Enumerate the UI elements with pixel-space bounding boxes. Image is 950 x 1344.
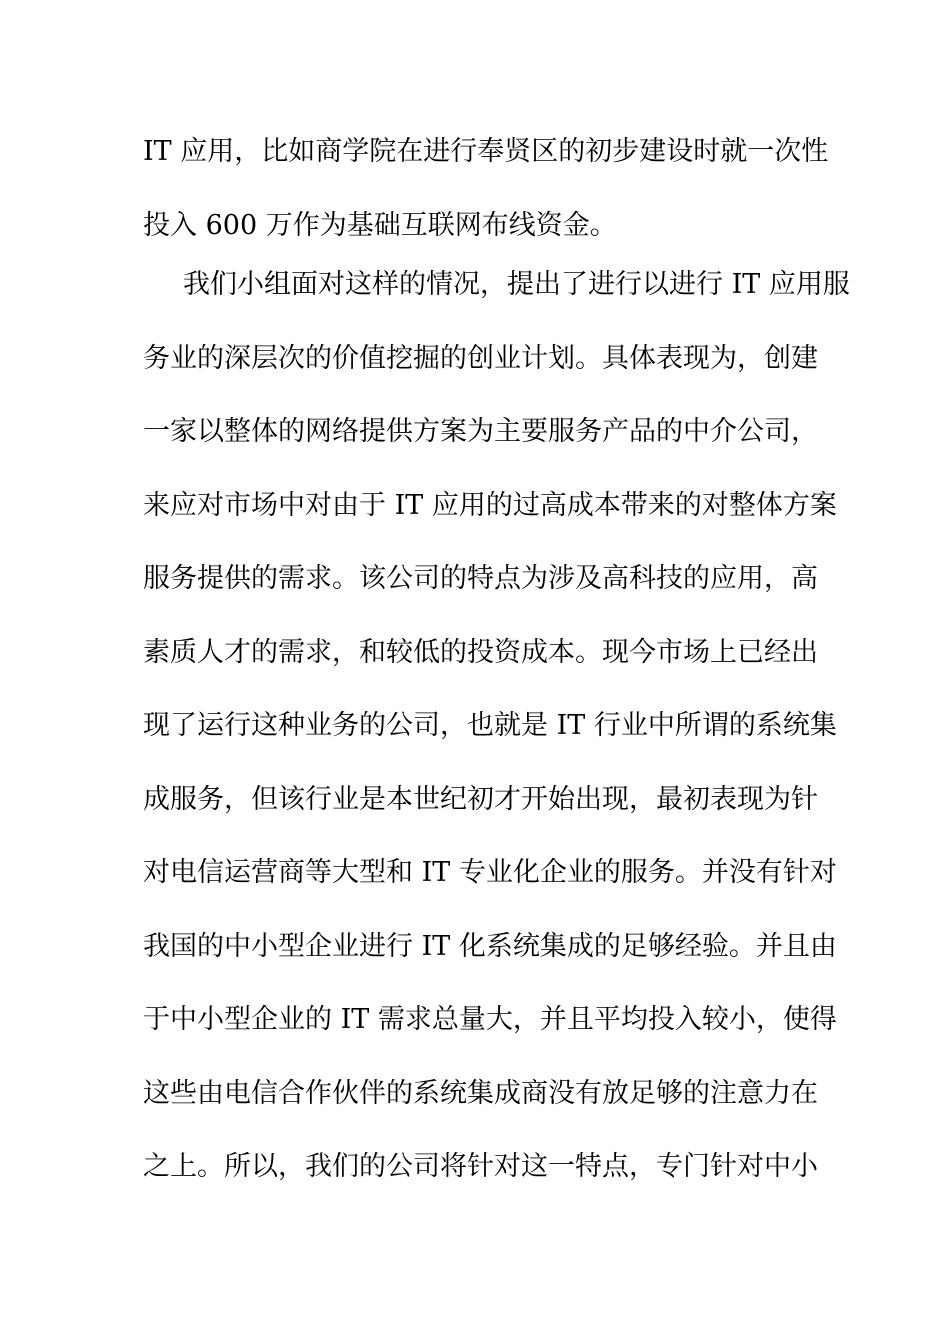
paragraph-first-line: 我们小组面对这样的情况，提出了进行以进行 IT 应用服 [183,269,850,300]
text-line: 成服务，但该行业是本世纪初才开始出现，最初表现为针 [143,783,818,815]
text-line: 对电信运营商等大型和 IT 专业化企业的服务。并没有针对 [143,857,837,888]
text-line: 投入 600 万作为基础互联网布线资金。 [143,209,617,241]
text-line: 这些由电信合作伙伴的系统集成商没有放足够的注意力在 [143,1077,818,1109]
text-line: 来应对市场中对由于 IT 应用的过高成本带来的对整体方案 [143,489,837,521]
text-line: IT 应用，比如商学院在进行奉贤区的初步建设时就一次性 [143,136,829,167]
text-line: 我国的中小型企业进行 IT 化系统集成的足够经验。并且由 [143,930,837,962]
text-line: 于中小型企业的 IT 需求总量大，并且平均投入较小，使得 [143,1004,837,1035]
text-line: 现了运行这种业务的公司，也就是 IT 行业中所谓的系统集 [143,710,837,741]
text-line: 服务提供的需求。该公司的特点为涉及高科技的应用，高 [143,563,818,594]
body-text [143,128,850,1217]
text-line: 务业的深层次的价值挖掘的创业计划。具体表现为，创建 [143,342,818,374]
text-line: 之上。所以，我们的公司将针对这一特点，专门针对中小 [143,1151,818,1182]
text-line: 素质人才的需求，和较低的投资成本。现今市场上已经出 [143,636,818,668]
text-line: 一家以整体的网络提供方案为主要服务产品的中介公司， [143,416,818,447]
